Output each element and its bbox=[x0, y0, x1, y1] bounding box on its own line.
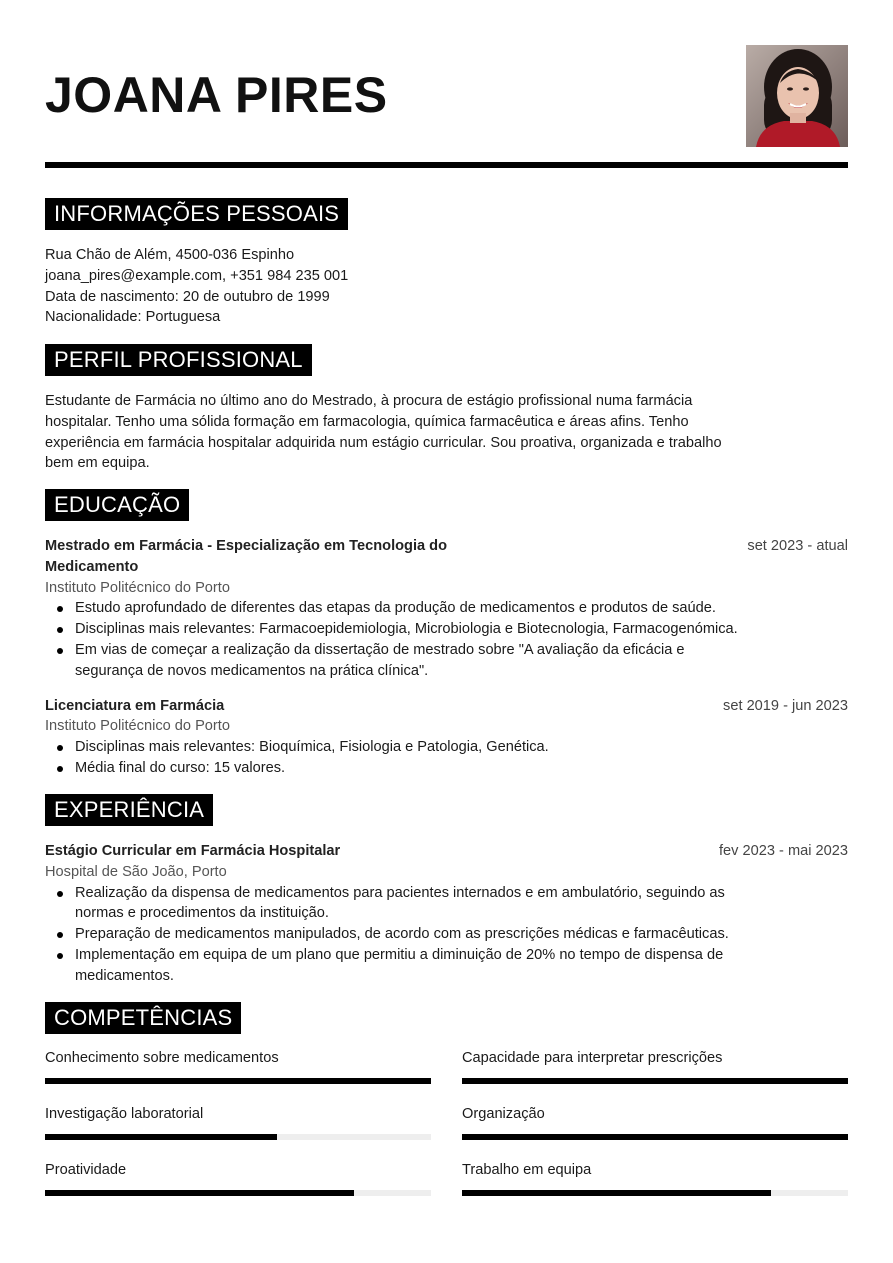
skills-heading: COMPETÊNCIAS bbox=[45, 1002, 241, 1034]
personal-info-section bbox=[45, 198, 848, 328]
bullet-item: Implementação em equipa de um plano que permitiu a diminuição de 20% no tempo de dispensa de medicamentos. bbox=[45, 945, 848, 987]
entry-bullets bbox=[45, 883, 848, 987]
entry-org: Instituto Politécnico do Porto bbox=[45, 579, 230, 596]
skill-label: Trabalho em equipa bbox=[462, 1162, 592, 1178]
skill-item bbox=[45, 1104, 431, 1140]
birth-date: Data de nascimento: 20 de outubro de 1999 bbox=[45, 288, 330, 305]
skill-label: Organização bbox=[462, 1106, 545, 1122]
entry-bullets bbox=[45, 737, 848, 779]
profile-text bbox=[45, 391, 848, 474]
entry-title-line: Estágio Curricular em Farmácia Hospitalar bbox=[45, 843, 341, 859]
skill-bar bbox=[45, 1190, 431, 1196]
entry-title bbox=[45, 696, 515, 717]
entry-date: set 2023 - atual bbox=[747, 538, 848, 554]
bullet-item: Disciplinas mais relevantes: Farmacoepidemiologia, Microbiologia e Biotecnologia, Farmacogenómica. bbox=[45, 619, 848, 640]
skill-label: Capacidade para interpretar prescrições bbox=[462, 1050, 723, 1066]
profile-heading: PERFIL PROFISSIONAL bbox=[45, 344, 312, 376]
skill-item bbox=[45, 1160, 431, 1196]
entry-bullets bbox=[45, 598, 848, 681]
skill-item bbox=[462, 1104, 848, 1140]
bullet-item: Média final do curso: 15 valores. bbox=[45, 758, 848, 779]
skill-bar-fill bbox=[462, 1190, 771, 1196]
skill-bar bbox=[45, 1078, 431, 1084]
skill-bar-fill bbox=[462, 1078, 848, 1084]
cv-page bbox=[45, 0, 848, 1178]
entry-title-line: Mestrado em Farmácia - Especialização em Tecnologia do bbox=[45, 538, 448, 554]
experience-entry bbox=[45, 841, 848, 987]
cv-header bbox=[45, 0, 848, 168]
skill-label: Conhecimento sobre medicamentos bbox=[45, 1050, 279, 1066]
entry-title bbox=[45, 841, 515, 862]
profile-photo-icon bbox=[746, 45, 848, 147]
entry-org: Instituto Politécnico do Porto bbox=[45, 718, 230, 735]
profile-section bbox=[45, 344, 848, 474]
entry-title-line: Medicamento bbox=[45, 558, 139, 575]
entry-title-line: Licenciatura em Farmácia bbox=[45, 697, 225, 714]
entry-date: set 2019 - jun 2023 bbox=[723, 697, 848, 714]
profile-photo bbox=[746, 45, 848, 147]
skill-label: Proatividade bbox=[45, 1162, 127, 1178]
skill-bar-fill bbox=[45, 1134, 277, 1140]
bullet-item: Disciplinas mais relevantes: Bioquímica, Fisiologia e Patologia, Genética. bbox=[45, 737, 848, 758]
bullet-item: Em vias de começar a realização da dissertação de mestrado sobre "A avaliação da eficácia e segurança de novos medicamentos na prática clínica". bbox=[45, 640, 848, 682]
education-entry bbox=[45, 696, 848, 779]
skill-item bbox=[45, 1048, 431, 1084]
entry-title bbox=[45, 536, 515, 578]
skill-bar-fill bbox=[462, 1134, 848, 1140]
education-heading: EDUCAÇÃO bbox=[45, 489, 189, 521]
education-entry bbox=[45, 536, 848, 682]
entry-org: Hospital de São João, Porto bbox=[45, 863, 227, 880]
bullet-item: Estudo aprofundado de diferentes das etapas da produção de medicamentos e produtos de saúde. bbox=[45, 598, 848, 619]
bullet-item: Realização da dispensa de medicamentos para pacientes internados e em ambulatório, seguindo as normas e procedimentos da instituição. bbox=[45, 883, 848, 925]
experience-section bbox=[45, 794, 848, 987]
profile-line: experiência em farmácia hospitalar adquirida num estágio curricular. Sou proativa, organizada e trabalho bbox=[45, 434, 722, 451]
experience-heading: EXPERIÊNCIA bbox=[45, 794, 213, 826]
skill-item bbox=[462, 1048, 848, 1084]
skills-section bbox=[45, 1002, 848, 1198]
skill-bar-fill bbox=[45, 1190, 354, 1196]
nationality: Nacionalidade: Portuguesa bbox=[45, 309, 221, 326]
address: Rua Chão de Além, 4500-036 Espinho bbox=[45, 247, 295, 263]
candidate-name: JOANA PIRES bbox=[45, 67, 388, 123]
education-section bbox=[45, 489, 848, 779]
skill-bar bbox=[45, 1134, 431, 1140]
skill-bar bbox=[462, 1134, 848, 1140]
profile-line: bem em equipa. bbox=[45, 455, 150, 472]
profile-line: Estudante de Farmácia no último ano do Mestrado, à procura de estágio profissional numa farmácia bbox=[45, 393, 693, 409]
contact: joana_pires@example.com, +351 984 235 001 bbox=[45, 267, 349, 284]
profile-line: hospitalar. Tenho uma sólida formação em farmacologia, química farmacêutica e áreas afins. Tenho bbox=[45, 413, 689, 430]
skill-bar bbox=[462, 1190, 848, 1196]
bullet-item: Preparação de medicamentos manipulados, de acordo com as prescrições médicas e farmacêuticas. bbox=[45, 924, 848, 945]
skill-bar-fill bbox=[45, 1078, 431, 1084]
skills-grid bbox=[45, 1048, 848, 1198]
skill-label: Investigação laboratorial bbox=[45, 1106, 204, 1122]
personal-info-heading: INFORMAÇÕES PESSOAIS bbox=[45, 198, 348, 230]
skill-item bbox=[462, 1160, 848, 1196]
entry-date: fev 2023 - mai 2023 bbox=[719, 843, 848, 859]
header-divider bbox=[45, 162, 848, 168]
skill-bar bbox=[462, 1078, 848, 1084]
